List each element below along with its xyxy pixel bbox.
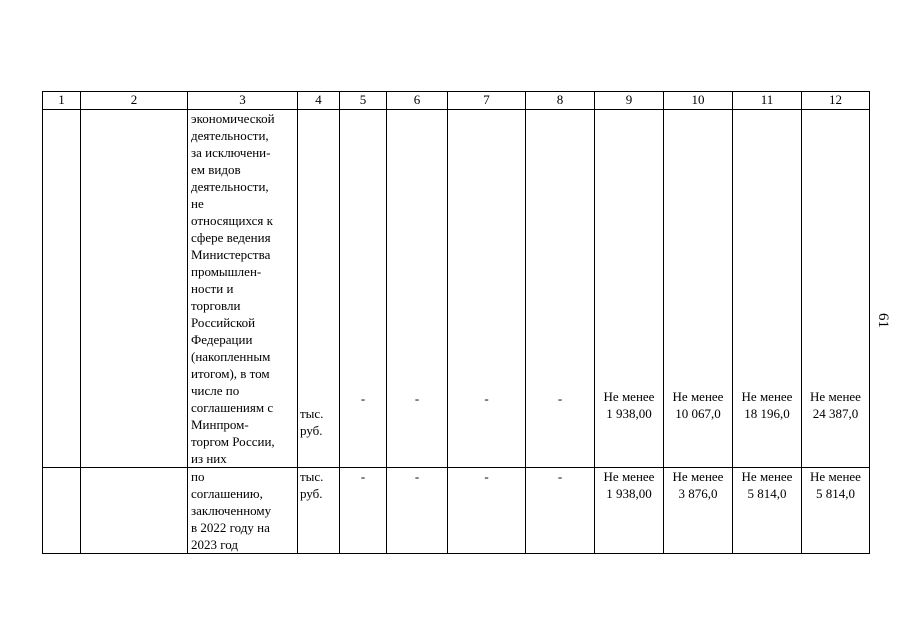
column-number-row (43, 92, 870, 110)
text-line: 1 938,00 (606, 486, 652, 501)
text-line: 1 938,00 (606, 406, 652, 421)
col-header: 9 (595, 92, 664, 110)
col-header: 8 (526, 92, 595, 110)
value-cell: - (340, 110, 387, 468)
code-cell (81, 110, 188, 468)
text-line: из них (191, 451, 227, 466)
text-line: 10 067,0 (675, 406, 721, 421)
col-header: 2 (81, 92, 188, 110)
text-line: Минпром- (191, 417, 249, 432)
text-line: (накопленным (191, 349, 271, 364)
text-line: в 2022 году на (191, 520, 270, 535)
col-header: 11 (733, 92, 802, 110)
value-cell: - (387, 110, 448, 468)
col-header: 10 (664, 92, 733, 110)
text-line: руб. (300, 423, 323, 438)
value-cell (802, 468, 870, 554)
value-cell: - (448, 468, 526, 554)
text-line: сфере ведения (191, 230, 271, 245)
text-line: итогом), в том (191, 366, 270, 381)
unit-cell (298, 468, 340, 554)
col-header: 4 (298, 92, 340, 110)
text-line: заключенному (191, 503, 272, 518)
value-cell: - (526, 110, 595, 468)
text-line: Федерации (191, 332, 253, 347)
text-line: Не менее (810, 469, 861, 484)
code-cell (81, 468, 188, 554)
table-row (43, 468, 870, 554)
row-number-cell (43, 110, 81, 468)
text-line: не (191, 196, 204, 211)
value-cell (595, 468, 664, 554)
value-cell: - (526, 468, 595, 554)
col-header: 1 (43, 92, 81, 110)
text-line: 5 814,0 (747, 486, 787, 501)
value-cell (733, 110, 802, 468)
text-line: числе по (191, 383, 240, 398)
text-line: за исключени- (191, 145, 271, 160)
text-line: 18 196,0 (744, 406, 790, 421)
text-line: соглашениям с (191, 400, 274, 415)
text-line: соглашению, (191, 486, 263, 501)
text-line: промышлен- (191, 264, 262, 279)
value-cell: - (387, 468, 448, 554)
unit-cell (298, 110, 340, 468)
text-line: Не менее (672, 389, 724, 404)
text-line: 5 814,0 (816, 486, 855, 501)
text-line: Российской (191, 315, 256, 330)
value-cell (664, 110, 733, 468)
text-line: 24 387,0 (812, 406, 859, 421)
text-line: ем видов (191, 162, 241, 177)
text-line: Министерства (191, 247, 271, 262)
text-line: ности и (191, 281, 234, 296)
text-line: Не менее (672, 469, 724, 484)
col-header: 6 (387, 92, 448, 110)
text-line: относящихся к (191, 213, 273, 228)
text-line: Не менее (603, 389, 655, 404)
col-header: 3 (188, 92, 298, 110)
value-cell (733, 468, 802, 554)
text-line: тыс. (300, 469, 324, 484)
text-line: торгом России, (191, 434, 275, 449)
text-line: руб. (300, 486, 323, 501)
col-header: 5 (340, 92, 387, 110)
text-line: торговли (191, 298, 241, 313)
value-cell (595, 110, 664, 468)
text-line: Не менее (603, 469, 655, 484)
text-line: деятельности, (191, 179, 269, 194)
text-line: Не менее (741, 469, 793, 484)
value-cell: - (448, 110, 526, 468)
col-header: 12 (802, 92, 870, 110)
value-cell (664, 468, 733, 554)
value-cell: - (340, 468, 387, 554)
col-header: 7 (448, 92, 526, 110)
indicator-table (42, 91, 870, 554)
text-line: тыс. (300, 406, 324, 421)
page-number: 61 (875, 313, 891, 328)
table-row (43, 110, 870, 468)
value-cell (802, 110, 870, 468)
indicator-cell (188, 468, 298, 554)
text-line: экономической (191, 111, 275, 126)
text-line: по (191, 469, 205, 484)
text-line: Не менее (741, 389, 793, 404)
indicator-cell (188, 110, 298, 468)
row-number-cell (43, 468, 81, 554)
text-line: деятельности, (191, 128, 269, 143)
text-line: Не менее (810, 389, 861, 404)
text-line: 3 876,0 (678, 486, 718, 501)
text-line: 2023 год (191, 537, 238, 552)
